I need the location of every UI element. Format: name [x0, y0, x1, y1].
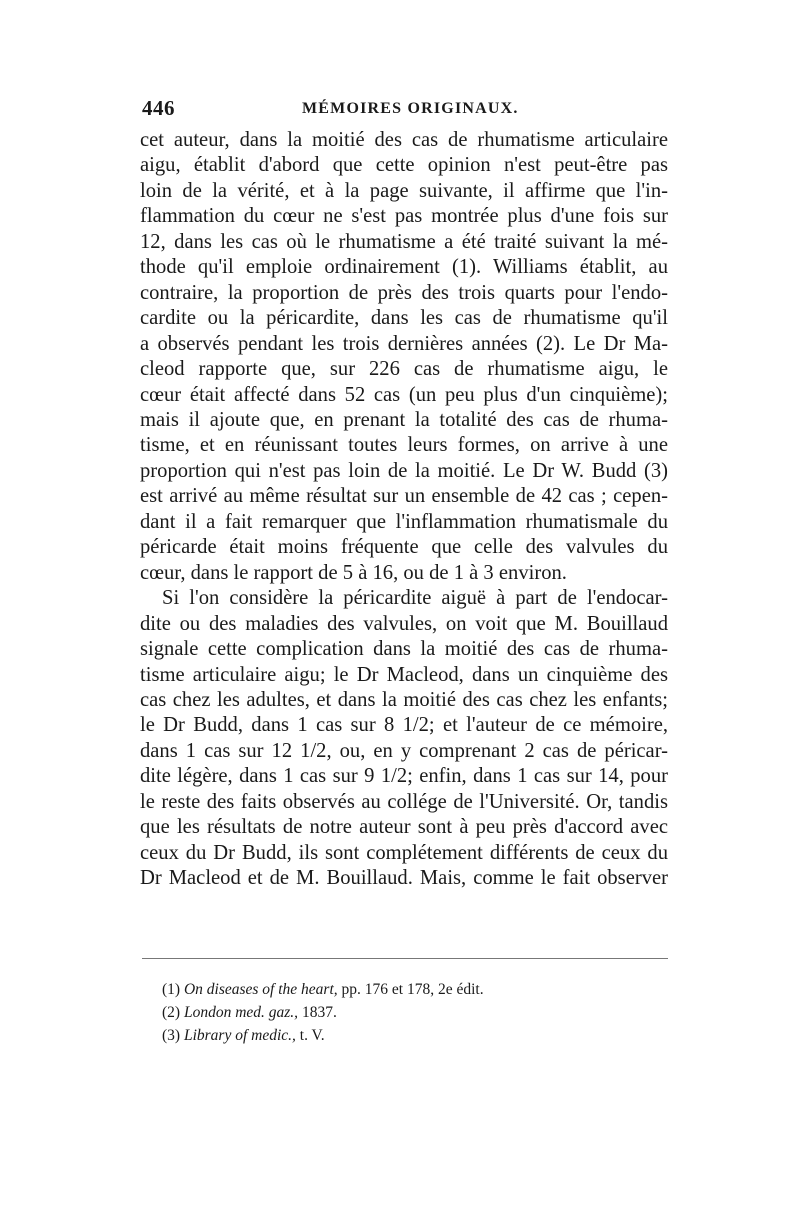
text-line: le reste des faits observés au collége de l'Université. Or, tandis [140, 790, 668, 813]
footnote-source-title: Library of medic., [183, 1027, 296, 1044]
text-line: que les résultats de notre auteur sont à peu près d'accord avec [140, 816, 668, 839]
text-line: dite légère, dans 1 cas sur 9 1/2; enfin, dans 1 cas sur 14, pour [140, 765, 668, 788]
footnote-source-title: London med. gaz., [183, 1004, 299, 1021]
page-header [142, 96, 672, 124]
text-line: signale cette complication dans la moitié des cas de rhuma- [140, 638, 668, 661]
footnote [162, 1001, 662, 1024]
footnote [162, 978, 662, 1001]
text-line: flammation du cœur ne s'est pas montrée plus d'une fois sur [140, 205, 668, 228]
footnote-marker: (1) [162, 981, 181, 998]
footnote [162, 1024, 662, 1047]
text-line: tisme articulaire aigu; le Dr Macleod, dans un cinquième des [140, 663, 668, 686]
footnote-reference: t. V. [295, 1027, 325, 1044]
text-line: cœur, dans le rapport de 5 à 16, ou de 1 à 3 environ. [140, 561, 567, 584]
text-line: dans 1 cas sur 12 1/2, ou, en y comprenant 2 cas de péricar- [140, 739, 668, 762]
running-title: MÉMOIRES ORIGINAUX. [302, 100, 519, 117]
text-line: cardite ou la péricardite, dans les cas de rhumatisme qu'il [140, 307, 668, 330]
footnote-marker: (2) [162, 1004, 181, 1021]
text-line: cleod rapporte que, sur 226 cas de rhumatisme aigu, le [140, 358, 668, 381]
text-line: tisme, et en réunissant toutes leurs formes, on arrive à une [140, 434, 668, 457]
footnote-separator [142, 958, 668, 959]
text-line: loin de la vérité, et à la page suivante, il affirme que l'in- [140, 179, 668, 202]
text-line: dite ou des maladies des valvules, on voit que M. Bouillaud [140, 612, 668, 635]
text-line: est arrivé au même résultat sur un ensemble de 42 cas ; cepen- [140, 485, 668, 508]
footnote-source-title: On diseases of the heart, [183, 981, 338, 998]
text-line: thode qu'il emploie ordinairement (1). Williams établit, au [140, 256, 668, 279]
text-line: 12, dans les cas où le rhumatisme a été traité suivant la mé- [140, 230, 668, 253]
text-line: Si l'on considère la péricardite aiguë à part de l'endocar- [162, 587, 668, 610]
text-line: a observés pendant les trois dernières années (2). Le Dr Ma- [140, 332, 668, 355]
text-line: cet auteur, dans la moitié des cas de rhumatisme articulaire [140, 129, 668, 151]
footnote-reference: 1837. [298, 1004, 337, 1021]
text-line: cœur était affecté dans 52 cas (un peu plus d'un cinquième); [140, 383, 668, 406]
footnote-marker: (3) [162, 1027, 181, 1044]
body-text [140, 128, 668, 892]
text-line: péricarde était moins fréquente que celle des valvules du [140, 536, 668, 559]
text-line: contraire, la proportion de près des trois quarts pour l'endo- [140, 281, 668, 304]
footnotes [162, 978, 662, 1047]
text-line: dant il a fait remarquer que l'inflammation rhumatismale du [140, 510, 668, 533]
text-line: le Dr Budd, dans 1 cas sur 8 1/2; et l'auteur de ce mémoire, [140, 714, 668, 737]
text-line: aigu, établit d'abord que cette opinion n'est peut-être pas [140, 154, 668, 177]
text-line: proportion qui n'est pas loin de la moitié. Le Dr W. Budd (3) [140, 459, 668, 482]
footnote-reference: pp. 176 et 178, 2e édit. [337, 981, 484, 998]
text-line: Dr Macleod et de M. Bouillaud. Mais, comme le fait observer [140, 867, 668, 890]
text-line: mais il ajoute que, en prenant la totalité des cas de rhuma- [140, 408, 668, 431]
text-line: ceux du Dr Budd, ils sont complétement différents de ceux du [140, 841, 668, 864]
text-line: cas chez les adultes, et dans la moitié des cas chez les enfants; [140, 688, 668, 711]
page-number: 446 [142, 96, 175, 120]
